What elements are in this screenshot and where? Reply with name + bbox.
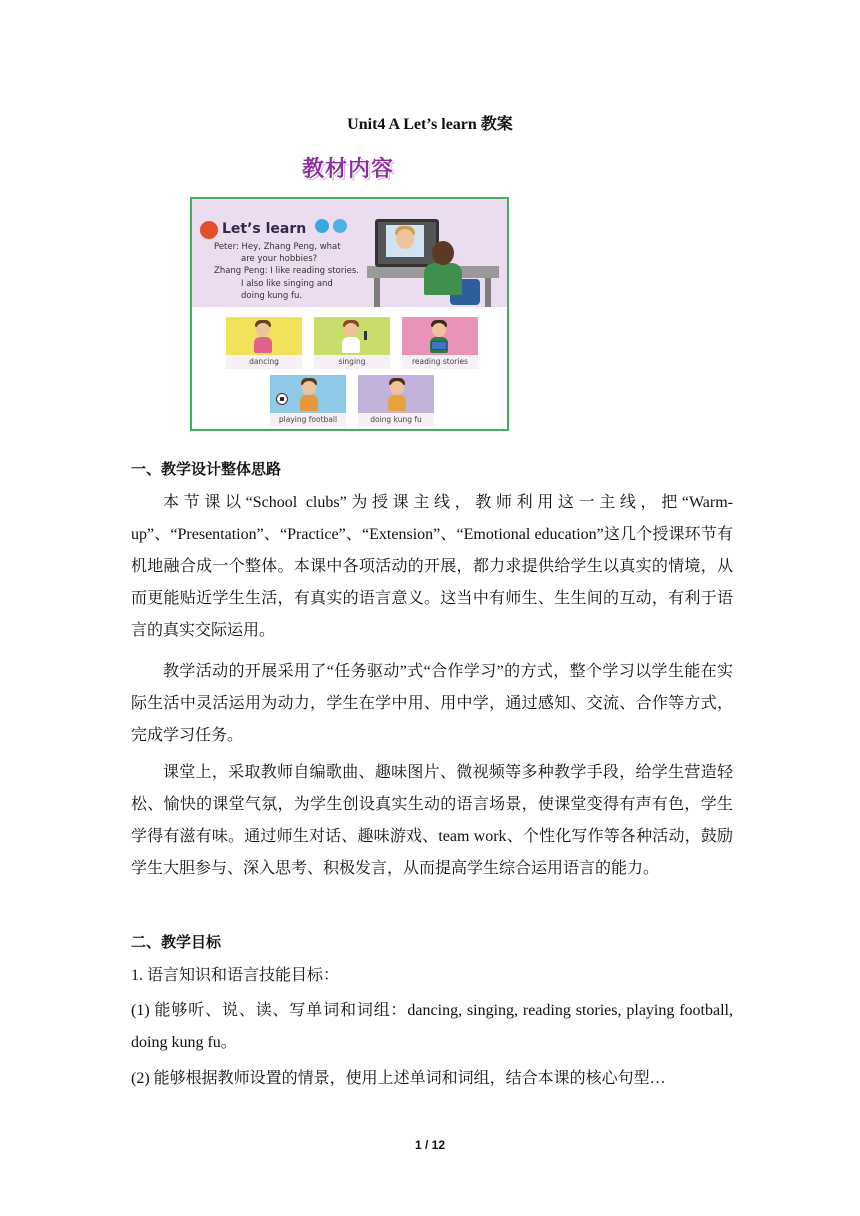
tile-reading-stories xyxy=(402,317,478,369)
desk-leg xyxy=(374,278,380,307)
tile-playing-football xyxy=(270,375,346,427)
objective-item-1: 1. 语言知识和语言技能目标： xyxy=(131,967,340,984)
tile-art xyxy=(402,317,478,355)
kid-body xyxy=(342,337,360,353)
document-title: Unit4 A Let’s learn 教案 xyxy=(347,116,513,133)
tile-label: playing football xyxy=(270,413,346,427)
textbook-illustration xyxy=(190,197,509,431)
kid-head xyxy=(344,323,358,337)
kid-head xyxy=(256,323,270,337)
objective-sub-2: (2) 能够根据教师设置的情景，使用上述单词和词组，结合本课的核心句型… xyxy=(131,1070,666,1087)
tile-label: reading stories xyxy=(402,355,478,369)
dialog-text: Peter: Hey, Zhang Peng, what are your hobbies? Zhang Peng: I like reading stories. I also like singing and doing kung fu. xyxy=(214,242,359,301)
tile-label: dancing xyxy=(226,355,302,369)
section-1-paragraph-2: 教学活动的开展采用了“任务驱动”式“合作学习”的方式，整个学习以学生能在实际生活中灵活运用为动力，学生在学中用、用中学，通过感知、交流、合作等方式，完成学习任务。 xyxy=(131,663,733,744)
page-number: 1 / 12 xyxy=(414,1138,446,1152)
kid-head xyxy=(432,323,446,337)
lets-learn-badge-icon xyxy=(200,221,218,239)
lets-learn-heading: Let’s learn xyxy=(222,221,307,237)
kid-body xyxy=(388,395,406,411)
video-icon xyxy=(333,219,347,233)
audio-icon xyxy=(315,219,329,233)
kid-head xyxy=(302,381,316,395)
textbook-content-banner: 教材内容 xyxy=(302,157,395,182)
book-icon xyxy=(431,341,447,350)
tile-art xyxy=(358,375,434,413)
section-1-paragraph-3: 课堂上，采取教师自编歌曲、趣味图片、微视频等多种教学手段，给学生营造轻松、愉快的课堂气氛，为学生创设真实生动的语言场景，使课堂变得有声有色，学生学得有滋有味。通过师生对话、趣味游戏、team work、个性化写作等各种活动，鼓励学生大胆参与、深入思考、积极发言，从而提高学生综合运用语言的能力。 xyxy=(131,764,733,877)
kid-body xyxy=(254,337,272,353)
tile-doing-kung-fu xyxy=(358,375,434,427)
section-2-heading: 二、教学目标 xyxy=(131,933,222,951)
objective-sub-1: (1) 能够听、说、读、写单词和词组：dancing, singing, reading stories, playing football, doing kung fu。 xyxy=(131,1002,733,1051)
section-1-paragraph-1: 本节课以“School clubs”为授课主线，教师利用这一主线，把“Warm-up”、“Presentation”、“Practice”、“Extension”、“Emotional education”这几个授课环节有机地融合成一个整体。本课中各项活动的开展，都力求提供给学生以真实的情境，从而更能贴近学生生活，有真实的语言意义。这当中有师生、生生间的互动，有利于语言的真实交际运用。 xyxy=(131,494,733,639)
football-icon xyxy=(276,393,288,405)
tile-dancing xyxy=(226,317,302,369)
tile-singing xyxy=(314,317,390,369)
zhang-peng-head xyxy=(432,241,454,265)
zhang-peng-body xyxy=(424,263,462,295)
tile-label: doing kung fu xyxy=(358,413,434,427)
tile-label: singing xyxy=(314,355,390,369)
kid-body xyxy=(300,395,318,411)
desk-leg xyxy=(485,278,491,307)
tile-art xyxy=(270,375,346,413)
tile-art xyxy=(314,317,390,355)
microphone-icon xyxy=(364,331,367,340)
kid-head xyxy=(390,381,404,395)
section-1-heading: 一、教学设计整体思路 xyxy=(131,460,282,478)
peter-face xyxy=(396,229,414,249)
tile-art xyxy=(226,317,302,355)
